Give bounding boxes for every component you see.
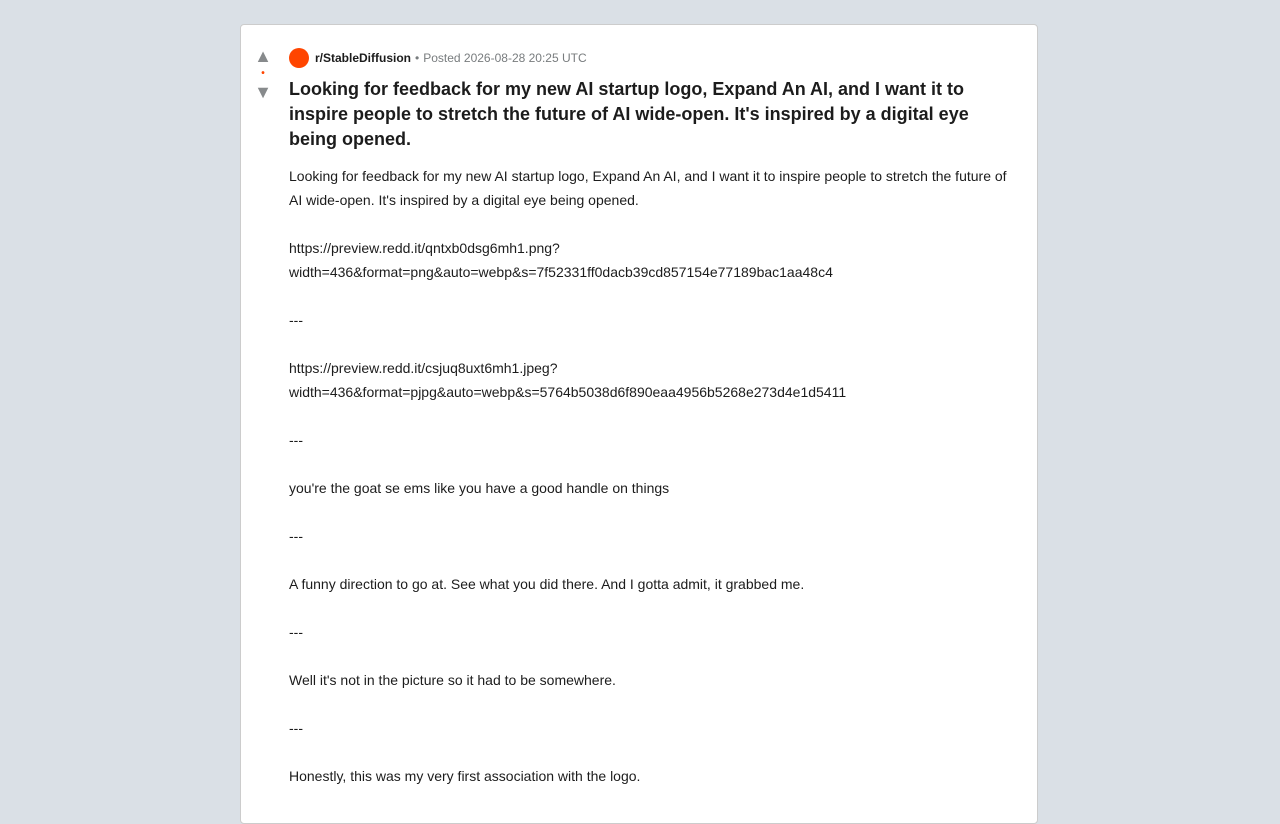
post-card: [240, 24, 1038, 824]
post-title[interactable]: Looking for feedback for my new AI startup logo, Expand An AI, and I want it to inspire people to stretch the future of AI wide-open. It's inspired by a digital eye being opened.: [289, 79, 969, 149]
post-content: [289, 47, 1011, 812]
post-body: [289, 164, 1011, 788]
body-paragraph: Honestly, this was my very first association with the logo.: [289, 768, 641, 784]
subreddit-avatar-icon: [289, 48, 309, 68]
body-paragraph: Well it's not in the picture so it had to be somewhere.: [289, 672, 616, 688]
body-divider: ---: [289, 312, 303, 328]
vote-column: [241, 47, 285, 101]
body-paragraph: Looking for feedback for my new AI startup logo, Expand An AI, and I want it to inspire people to stretch the future of AI wide-open. It's inspired by a digital eye being opened.: [289, 168, 1007, 208]
body-link[interactable]: https://preview.redd.it/csjuq8uxt6mh1.jpeg?width=436&format=pjpg&auto=webp&s=5764b5038d6f890eaa4956b5268e273d4e1d5411: [289, 360, 847, 400]
body-paragraph: A funny direction to go at. See what you did there. And I gotta admit, it grabbed me.: [289, 576, 805, 592]
posted-timestamp: Posted 2026-08-28 20:25 UTC: [423, 51, 587, 65]
subreddit-link[interactable]: r/StableDiffusion: [315, 51, 412, 65]
body-link[interactable]: https://preview.redd.it/qntxb0dsg6mh1.png?width=436&format=png&auto=webp&s=7f52331ff0dacb39cd857154e77189bac1aa48c4: [289, 240, 833, 280]
body-divider: ---: [289, 624, 303, 640]
body-divider: ---: [289, 720, 303, 736]
upvote-icon[interactable]: ▲: [254, 46, 272, 66]
downvote-icon[interactable]: ▼: [254, 82, 272, 102]
body-paragraph: you're the goat se ems like you have a good handle on things: [289, 480, 670, 496]
vote-score: •: [261, 68, 265, 79]
meta-separator: •: [415, 51, 420, 65]
post-meta: [289, 47, 1011, 69]
body-divider: ---: [289, 432, 303, 448]
body-divider: ---: [289, 528, 303, 544]
